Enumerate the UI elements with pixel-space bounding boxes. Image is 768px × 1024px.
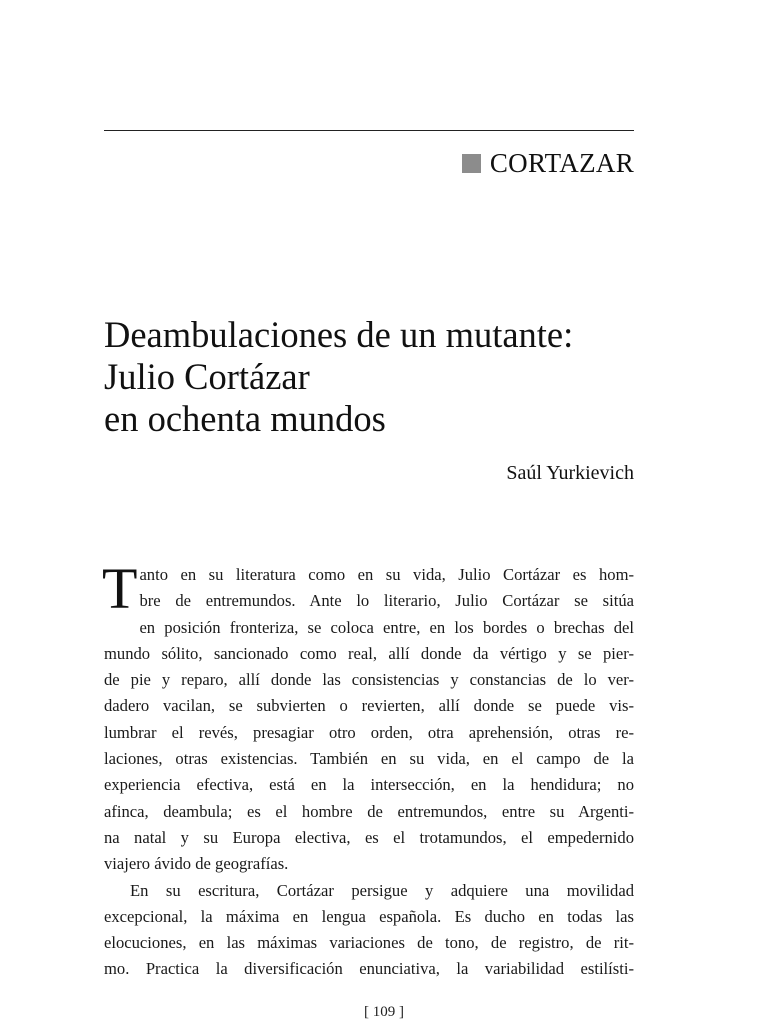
text-line: En su escritura, Cortázar persigue y adquiere una movilidad (130, 880, 634, 900)
title-line: Julio Cortázar (104, 356, 310, 397)
text-line: dadero vacilan, se subvierten o revierten, allí donde se puede vis- (104, 696, 634, 716)
text-line: afinca, deambula; es el hombre de entremundos, entre su Argenti- (104, 801, 634, 821)
section-header (462, 148, 634, 179)
header-rule (104, 130, 634, 131)
text-line: elocuciones, en las máximas variaciones de tono, de registro, de rit- (104, 933, 634, 953)
title-line: en ochenta mundos (104, 398, 386, 439)
text-line: viajero ávido de geografías. (104, 854, 289, 874)
text-line: en posición fronteriza, se coloca entre, en los bordes o brechas del (139, 617, 634, 637)
article-body (102, 556, 634, 983)
drop-cap: T (102, 556, 138, 621)
text-line: experiencia efectiva, está en la intersección, en la hendidura; no (104, 775, 634, 795)
title-line: Deambulaciones de un mutante: (104, 314, 574, 355)
text-line: laciones, otras existencias. También en su vida, en el campo de la (104, 749, 634, 769)
text-line: anto en su literatura como en su vida, Julio Cortázar es hom- (139, 565, 634, 584)
section-square-icon (462, 154, 481, 173)
text-line: bre de entremundos. Ante lo literario, Julio Cortázar se sitúa (139, 591, 634, 611)
text-line: lumbrar el revés, presagiar otro orden, otra aprehensión, otras re- (104, 722, 634, 742)
article-author: Saúl Yurkievich (506, 462, 634, 484)
article-title (104, 314, 644, 440)
text-line: na natal y su Europa electiva, es el trotamundos, el empedernido (104, 827, 634, 847)
page-number: [ 109 ] (364, 1004, 404, 1020)
text-line: de pie y reparo, allí donde las consistencias y constancias de lo ver- (104, 670, 634, 690)
section-label: CORTAZAR (489, 148, 634, 178)
text-line: mundo sólito, sancionado como real, allí donde da vértigo y se pier- (104, 643, 634, 663)
text-line: excepcional, la máxima en lengua española. Es ducho en todas las (104, 906, 634, 926)
text-line: mo. Practica la diversificación enunciativa, la variabilidad estilísti- (104, 959, 634, 979)
